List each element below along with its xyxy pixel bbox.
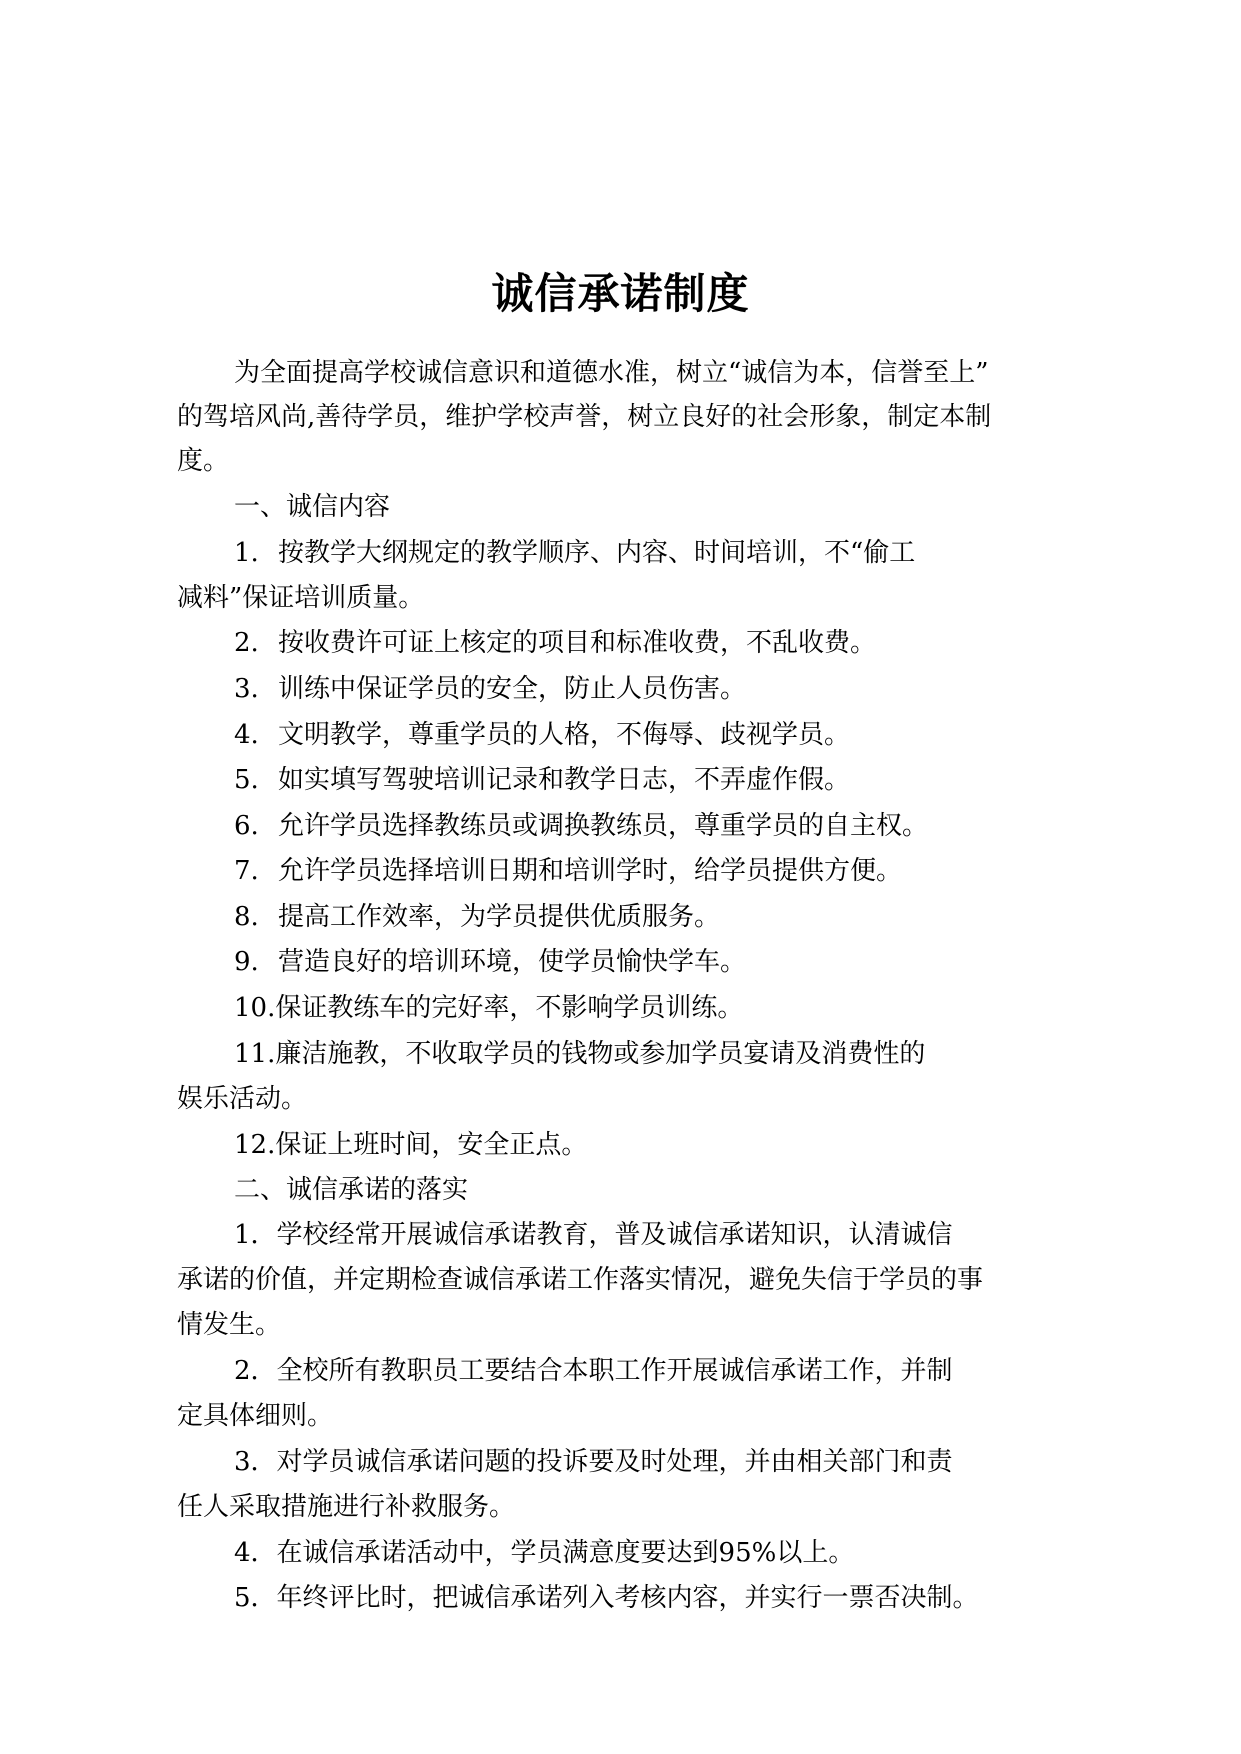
item-text: 学校经常开展诚信承诺教育，普及诚信承诺知识，认清诚信 xyxy=(276,1220,953,1250)
section-heading-2: 二、诚信承诺的落实 xyxy=(234,1175,469,1205)
item-number: 10. xyxy=(234,993,276,1023)
item-number: 12. xyxy=(234,1130,276,1160)
item-number: 6. xyxy=(234,811,259,841)
list-item xyxy=(234,673,746,705)
item-text: 年终评比时，把诚信承诺列入考核内容，并实行一票否决制。 xyxy=(276,1583,979,1613)
item-number: 3. xyxy=(234,674,259,704)
list-item xyxy=(234,1355,953,1387)
item-text: 文明教学，尊重学员的人格，不侮辱、歧视学员。 xyxy=(278,720,851,750)
item-number: 7. xyxy=(234,856,259,886)
list-item xyxy=(234,1219,953,1251)
item-number: 4． xyxy=(234,1538,277,1568)
list-item-continuation: 减料”保证培训质量。 xyxy=(177,583,425,613)
intro-line: 的驾培风尚,善待学员，维护学校声誉，树立良好的社会形象，制定本制 xyxy=(177,402,992,432)
list-item xyxy=(234,1446,953,1478)
item-number: 1. xyxy=(234,538,259,568)
item-text: 如实填写驾驶培训记录和教学日志，不弄虚作假。 xyxy=(278,765,851,795)
list-item xyxy=(234,537,915,569)
item-text: 廉洁施教，不收取学员的钱物或参加学员宴请及消费性的 xyxy=(275,1039,926,1069)
list-item-continuation: 定具体细则。 xyxy=(177,1401,334,1431)
list-item xyxy=(234,1129,587,1161)
item-text: 保证教练车的完好率，不影响学员训练。 xyxy=(275,993,744,1023)
section-heading-1: 一、诚信内容 xyxy=(234,492,391,522)
item-number: 8. xyxy=(234,902,259,932)
item-text: 在诚信承诺活动中，学员满意度要达到95%以上。 xyxy=(276,1538,855,1568)
intro-line: 为全面提高学校诚信意识和道德水准，树立“诚信为本，信誉至上” xyxy=(234,358,989,388)
item-number: 9. xyxy=(234,947,259,977)
item-text: 全校所有教职员工要结合本职工作开展诚信承诺工作，并制 xyxy=(276,1356,953,1386)
list-item xyxy=(234,901,720,933)
item-number: 2. xyxy=(234,628,259,658)
list-item xyxy=(234,1038,925,1070)
item-number: 5. xyxy=(234,765,259,795)
list-item xyxy=(234,627,876,659)
list-item xyxy=(234,946,746,978)
item-text: 营造良好的培训环境，使学员愉快学车。 xyxy=(278,947,747,977)
item-number: 1． xyxy=(234,1220,277,1250)
item-text: 允许学员选择教练员或调换教练员，尊重学员的自主权。 xyxy=(278,811,929,841)
item-text: 训练中保证学员的安全，防止人员伤害。 xyxy=(278,674,747,704)
list-item xyxy=(234,764,850,796)
list-item xyxy=(234,992,743,1024)
item-text: 对学员诚信承诺问题的投诉要及时处理，并由相关部门和责 xyxy=(276,1447,953,1477)
item-text: 按教学大纲规定的教学顺序、内容、时间培训，不“偷工 xyxy=(278,538,916,568)
item-number: 5． xyxy=(234,1583,277,1613)
item-number: 3． xyxy=(234,1447,277,1477)
list-item xyxy=(234,1537,854,1569)
list-item-continuation: 娱乐活动。 xyxy=(177,1084,308,1114)
list-item xyxy=(234,719,850,751)
item-text: 提高工作效率，为学员提供优质服务。 xyxy=(278,902,721,932)
document-title: 诚信承诺制度 xyxy=(491,269,750,318)
item-text: 按收费许可证上核定的项目和标准收费，不乱收费。 xyxy=(278,628,877,658)
item-text: 允许学员选择培训日期和培训学时，给学员提供方便。 xyxy=(278,856,903,886)
list-item-continuation: 承诺的价值，并定期检查诚信承诺工作落实情况，避免失信于学员的事 xyxy=(177,1265,984,1295)
list-item xyxy=(234,810,928,842)
list-item-continuation: 任人采取措施进行补救服务。 xyxy=(177,1492,516,1522)
item-number: 11. xyxy=(234,1039,276,1069)
list-item xyxy=(234,855,902,887)
list-item xyxy=(234,1582,979,1614)
item-number: 2． xyxy=(234,1356,277,1386)
item-text: 保证上班时间，安全正点。 xyxy=(275,1130,588,1160)
intro-line: 度。 xyxy=(177,446,230,476)
item-number: 4. xyxy=(234,720,259,750)
list-item-continuation: 情发生。 xyxy=(177,1310,282,1340)
